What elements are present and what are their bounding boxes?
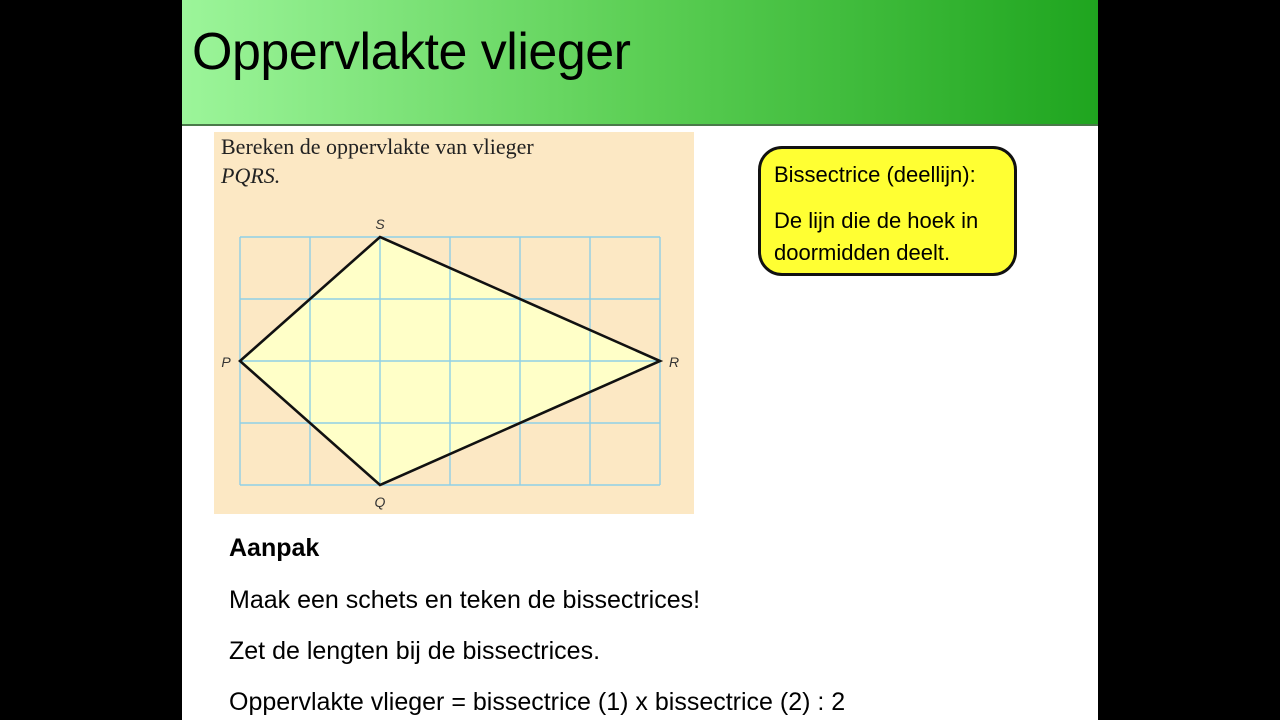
figure-kite-name: PQRS. xyxy=(221,163,281,188)
callout-definition-line1: De lijn die de hoek in xyxy=(774,208,979,233)
vertex-label-q: Q xyxy=(374,494,386,510)
vertex-label-p: P xyxy=(221,354,231,370)
vertex-label-s: S xyxy=(375,216,385,232)
kite-figure xyxy=(214,132,694,514)
vertex-label-r: R xyxy=(668,354,680,370)
title-bar xyxy=(182,0,1098,126)
approach-heading: Aanpak xyxy=(229,534,320,562)
slide xyxy=(182,0,1098,720)
callout-heading: Bissectrice (deellijn): xyxy=(774,162,976,187)
approach-step-2: Zet de lengten bij de bissectrices. xyxy=(229,637,601,665)
approach-step-3: Oppervlakte vlieger = bissectrice (1) x bissectrice (2) : 2 xyxy=(229,688,846,716)
slide-title: Oppervlakte vlieger xyxy=(192,23,631,81)
figure-instruction: Bereken de oppervlakte van vlieger xyxy=(221,134,534,159)
kite-diagram xyxy=(214,132,694,514)
callout-definition-line2: doormidden deelt. xyxy=(774,240,951,265)
definition-callout xyxy=(758,146,1017,276)
approach-step-1: Maak een schets en teken de bissectrices! xyxy=(229,586,701,614)
